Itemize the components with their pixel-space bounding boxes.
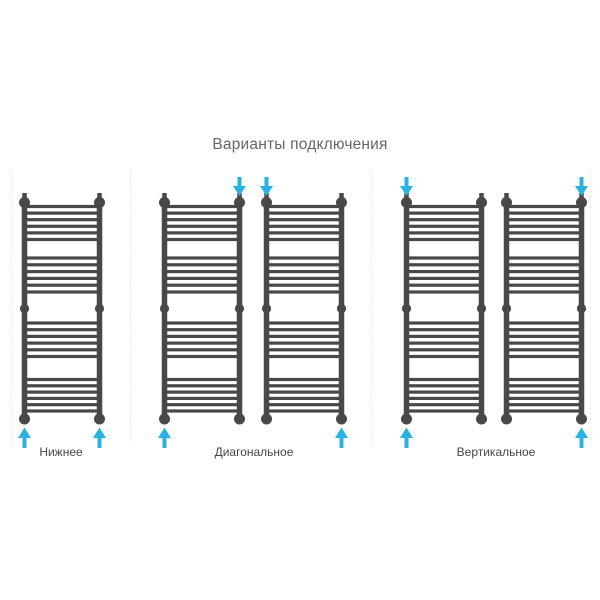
radiator-figure-bottom — [14, 172, 110, 452]
flow-in-arrow-icon — [233, 177, 246, 196]
flow-out-arrow-icon — [575, 428, 588, 449]
page-title: Варианты подключения — [212, 136, 388, 153]
radiator-figure-diagonal — [256, 172, 352, 452]
flow-out-arrow-icon — [335, 428, 348, 449]
radiator-figure-diagonal — [154, 172, 250, 452]
flow-out-arrow-icon — [400, 428, 413, 449]
section-divider — [371, 170, 372, 445]
flow-in-arrow-icon — [400, 177, 413, 196]
section-divider — [130, 170, 131, 445]
flow-out-arrow-icon — [18, 428, 31, 449]
connection-type-label-diagonal: Диагональное — [214, 445, 294, 459]
connection-type-label-bottom: Нижнее — [39, 445, 83, 459]
radiator-figure-vertical — [496, 172, 592, 452]
section-divider — [11, 170, 12, 445]
flow-in-arrow-icon — [260, 177, 273, 196]
flow-out-arrow-icon — [93, 428, 106, 449]
connection-type-label-vertical: Вертикальное — [456, 445, 536, 459]
flow-out-arrow-icon — [158, 428, 171, 449]
radiator-figure-vertical — [396, 172, 492, 452]
flow-in-arrow-icon — [575, 177, 588, 196]
